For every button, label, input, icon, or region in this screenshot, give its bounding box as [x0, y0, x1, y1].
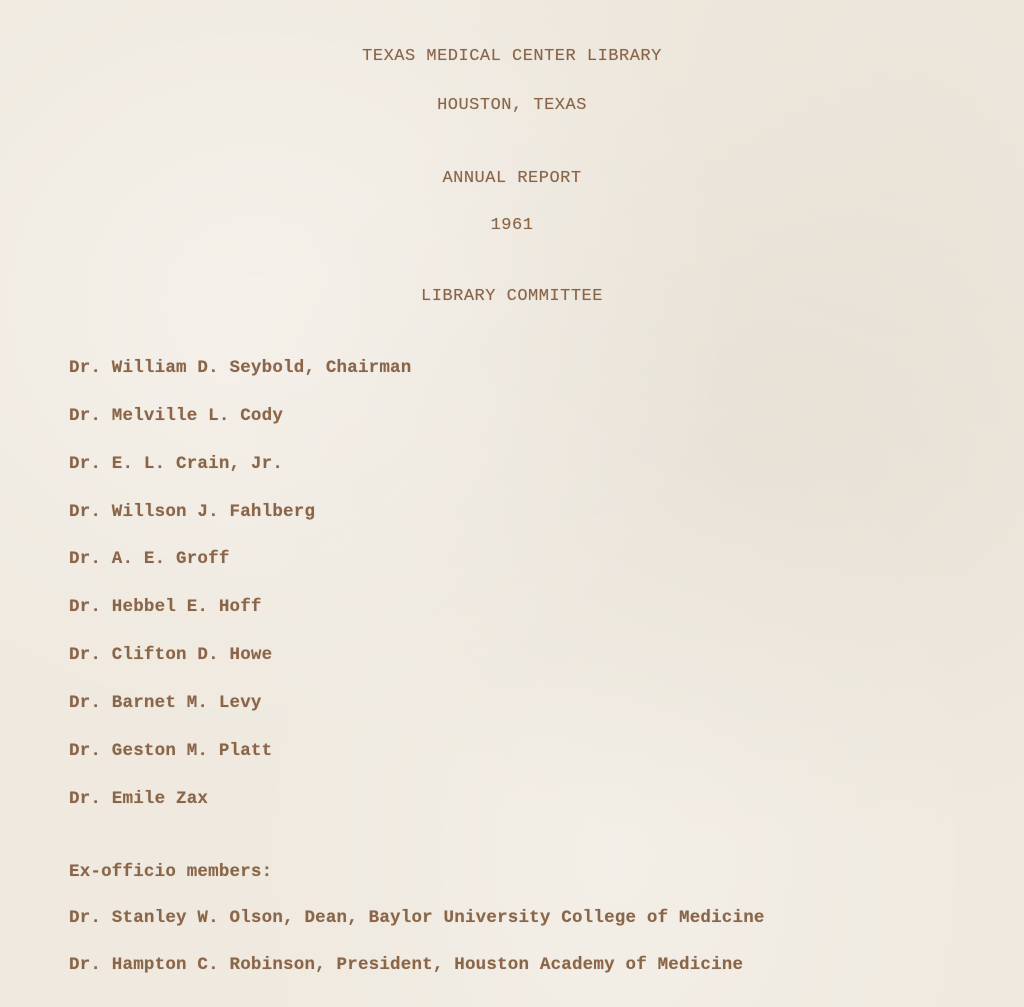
committee-member: Dr. Barnet M. Levy: [69, 693, 262, 713]
committee-member: Dr. Geston M. Platt: [69, 741, 273, 761]
ex-officio-member: Dr. Hampton C. Robinson, President, Houston Academy of Medicine: [69, 955, 744, 975]
institution-heading: TEXAS MEDICAL CENTER LIBRARY: [362, 47, 662, 66]
committee-member: Dr. Melville L. Cody: [69, 406, 284, 426]
committee-member: Dr. Hebbel E. Hoff: [69, 597, 262, 617]
committee-member: Dr. Willson J. Fahlberg: [69, 502, 316, 522]
report-year: 1961: [490, 216, 534, 235]
ex-officio-member: Dr. Stanley W. Olson, Dean, Baylor University College of Medicine: [69, 908, 765, 928]
committee-member: Dr. A. E. Groff: [69, 549, 230, 569]
committee-member: Dr. Emile Zax: [69, 789, 209, 809]
location-heading: HOUSTON, TEXAS: [437, 96, 587, 115]
committee-member: Dr. Clifton D. Howe: [69, 645, 273, 665]
ex-officio-label: Ex-officio members:: [69, 862, 273, 882]
report-title: ANNUAL REPORT: [442, 169, 582, 188]
section-title: LIBRARY COMMITTEE: [421, 287, 603, 306]
committee-member: Dr. William D. Seybold, Chairman: [69, 358, 412, 378]
committee-member: Dr. E. L. Crain, Jr.: [69, 454, 284, 474]
